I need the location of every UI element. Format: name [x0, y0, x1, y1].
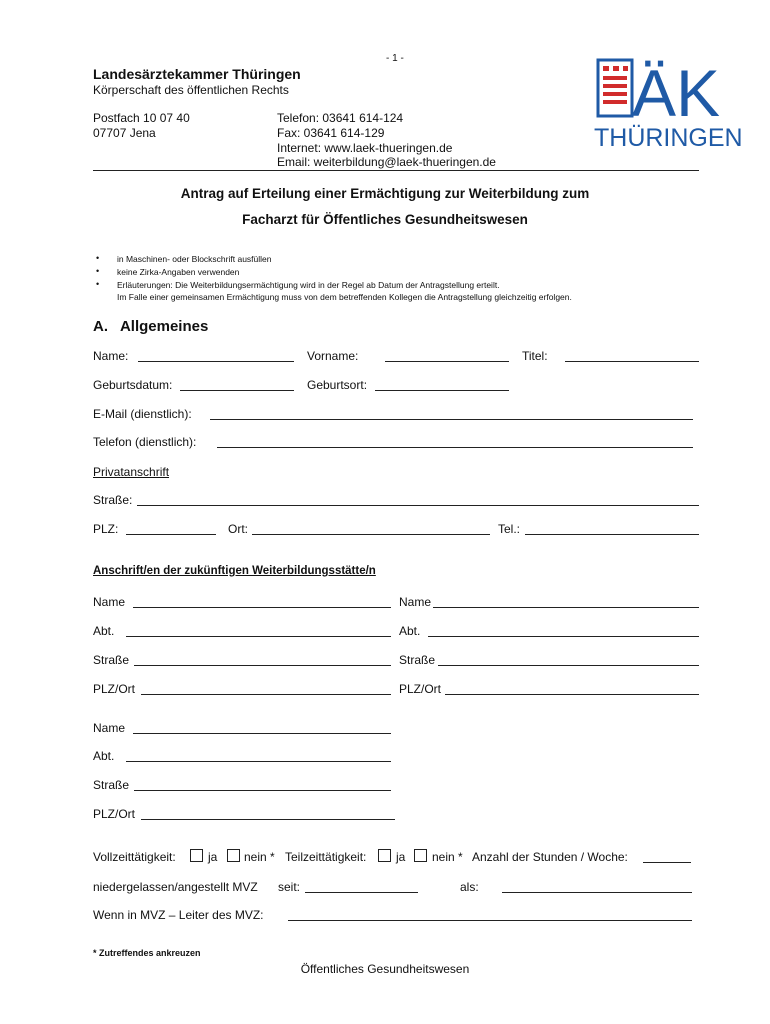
- facility3-abt-label: Abt.: [93, 749, 115, 763]
- als-field[interactable]: [502, 892, 692, 893]
- org-web: Internet: www.laek-thueringen.de: [277, 141, 453, 155]
- email-field[interactable]: [210, 419, 693, 420]
- facility2-name-label: Name: [399, 595, 432, 609]
- seit-label: seit:: [278, 880, 301, 894]
- org-email: Email: weiterbildung@laek-thueringen.de: [277, 155, 496, 169]
- geburtsort-label: Geburtsort:: [307, 378, 368, 392]
- instruction-item: in Maschinen- oder Blockschrift ausfüllen: [117, 254, 272, 264]
- vollzeit-nein-checkbox[interactable]: [227, 849, 240, 862]
- logo-letters: ÄK: [632, 56, 721, 130]
- stunden-field[interactable]: [643, 862, 691, 863]
- org-fax: Fax: 03641 614-129: [277, 126, 385, 140]
- titel-field[interactable]: [565, 361, 699, 362]
- facility1-name-field[interactable]: [133, 607, 391, 608]
- geburtsdatum-label: Geburtsdatum:: [93, 378, 173, 392]
- teilzeit-nein-label: nein *: [432, 850, 463, 864]
- geburtsort-field[interactable]: [375, 390, 509, 391]
- privatanschrift-heading: Privatanschrift: [93, 465, 170, 479]
- facility3-name-label: Name: [93, 721, 126, 735]
- org-name: Landesärztekammer Thüringen: [93, 66, 301, 82]
- page-footer: Öffentliches Gesundheitswesen: [300, 962, 470, 976]
- email-label: E-Mail (dienstlich):: [93, 407, 192, 421]
- seit-field[interactable]: [305, 892, 418, 893]
- section-a-heading: A. Allgemeines: [93, 318, 209, 335]
- geburtsdatum-field[interactable]: [180, 390, 294, 391]
- form-title-line1: Antrag auf Erteilung einer Ermächtigung zur Weiterbildung zum: [180, 186, 590, 201]
- bullet-icon: •: [96, 266, 100, 276]
- org-subtitle: Körperschaft des öffentlichen Rechts: [93, 83, 289, 97]
- logo-graphic: [590, 56, 750, 152]
- org-phone: Telefon: 03641 614-124: [277, 111, 404, 125]
- name-field[interactable]: [138, 361, 294, 362]
- leiter-field[interactable]: [288, 920, 692, 921]
- vollzeit-ja-checkbox[interactable]: [190, 849, 203, 862]
- teilzeit-ja-label: ja: [396, 850, 406, 864]
- strasse-label: Straße:: [93, 493, 133, 507]
- vorname-field[interactable]: [385, 361, 509, 362]
- facility1-strasse-label: Straße: [93, 653, 130, 667]
- teilzeit-nein-checkbox[interactable]: [414, 849, 427, 862]
- plz-label: PLZ:: [93, 522, 119, 536]
- teilzeit-ja-checkbox[interactable]: [378, 849, 391, 862]
- facility2-plzort-field[interactable]: [445, 694, 699, 695]
- facility2-plzort-label: PLZ/Ort: [399, 682, 442, 696]
- org-postfach: Postfach 10 07 40: [93, 111, 190, 125]
- name-label: Name:: [93, 349, 129, 363]
- facility3-plzort-field[interactable]: [141, 819, 395, 820]
- facility3-abt-field[interactable]: [126, 761, 391, 762]
- vollzeit-nein-label: nein *: [244, 850, 275, 864]
- vollzeit-ja-label: ja: [208, 850, 218, 864]
- tel-label: Tel.:: [498, 522, 521, 536]
- facility1-plzort-field[interactable]: [141, 694, 391, 695]
- leiter-label: Wenn in MVZ – Leiter des MVZ:: [93, 908, 264, 922]
- vollzeit-label: Vollzeittätigkeit:: [93, 850, 176, 864]
- tel-field[interactable]: [525, 534, 699, 535]
- ort-label: Ort:: [228, 522, 248, 536]
- facility1-plzort-label: PLZ/Ort: [93, 682, 136, 696]
- facility3-name-field[interactable]: [133, 733, 391, 734]
- facility1-name-label: Name: [93, 595, 126, 609]
- teilzeit-label: Teilzeittätigkeit:: [285, 850, 367, 864]
- facility3-plzort-label: PLZ/Ort: [93, 807, 136, 821]
- facility2-abt-label: Abt.: [399, 624, 421, 638]
- laek-logo: [590, 56, 750, 152]
- ort-field[interactable]: [252, 534, 490, 535]
- facility3-strasse-label: Straße: [93, 778, 130, 792]
- facility1-abt-field[interactable]: [126, 636, 391, 637]
- facility2-abt-field[interactable]: [428, 636, 699, 637]
- instruction-item: Im Falle einer gemeinsamen Ermächtigung muss von dem betreffenden Kollegen die Antragstellung gleichzeitig erfolgen.: [117, 292, 572, 302]
- titel-label: Titel:: [522, 349, 548, 363]
- footnote: * Zutreffendes ankreuzen: [93, 948, 201, 958]
- stunden-label: Anzahl der Stunden / Woche:: [472, 850, 628, 864]
- org-city: 07707 Jena: [93, 126, 156, 140]
- facility2-strasse-label: Straße: [399, 653, 436, 667]
- als-label: als:: [460, 880, 479, 894]
- vorname-label: Vorname:: [307, 349, 359, 363]
- facility1-strasse-field[interactable]: [134, 665, 391, 666]
- page-number: - 1 -: [386, 53, 404, 64]
- logo-word: THÜRINGEN: [594, 124, 743, 152]
- plz-field[interactable]: [126, 534, 216, 535]
- telefon-field[interactable]: [217, 447, 693, 448]
- telefon-label: Telefon (dienstlich):: [93, 435, 197, 449]
- mvz-label: niedergelassen/angestellt MVZ: [93, 880, 258, 894]
- strasse-field[interactable]: [137, 505, 699, 506]
- bullet-icon: •: [96, 253, 100, 263]
- facility2-strasse-field[interactable]: [438, 665, 699, 666]
- form-title-line2: Facharzt für Öffentliches Gesundheitswesen: [242, 212, 528, 227]
- facility1-abt-label: Abt.: [93, 624, 115, 638]
- facility3-strasse-field[interactable]: [134, 790, 391, 791]
- facility2-name-field[interactable]: [433, 607, 699, 608]
- header-rule: [93, 170, 699, 171]
- instruction-item: Erläuterungen: Die Weiterbildungsermächtigung wird in der Regel ab Datum der Antragstellung erteilt.: [117, 280, 500, 290]
- instruction-item: keine Zirka-Angaben verwenden: [117, 267, 240, 277]
- facility-heading: Anschrift/en der zukünftigen Weiterbildungsstätte/n: [93, 565, 376, 577]
- bullet-icon: •: [96, 279, 100, 289]
